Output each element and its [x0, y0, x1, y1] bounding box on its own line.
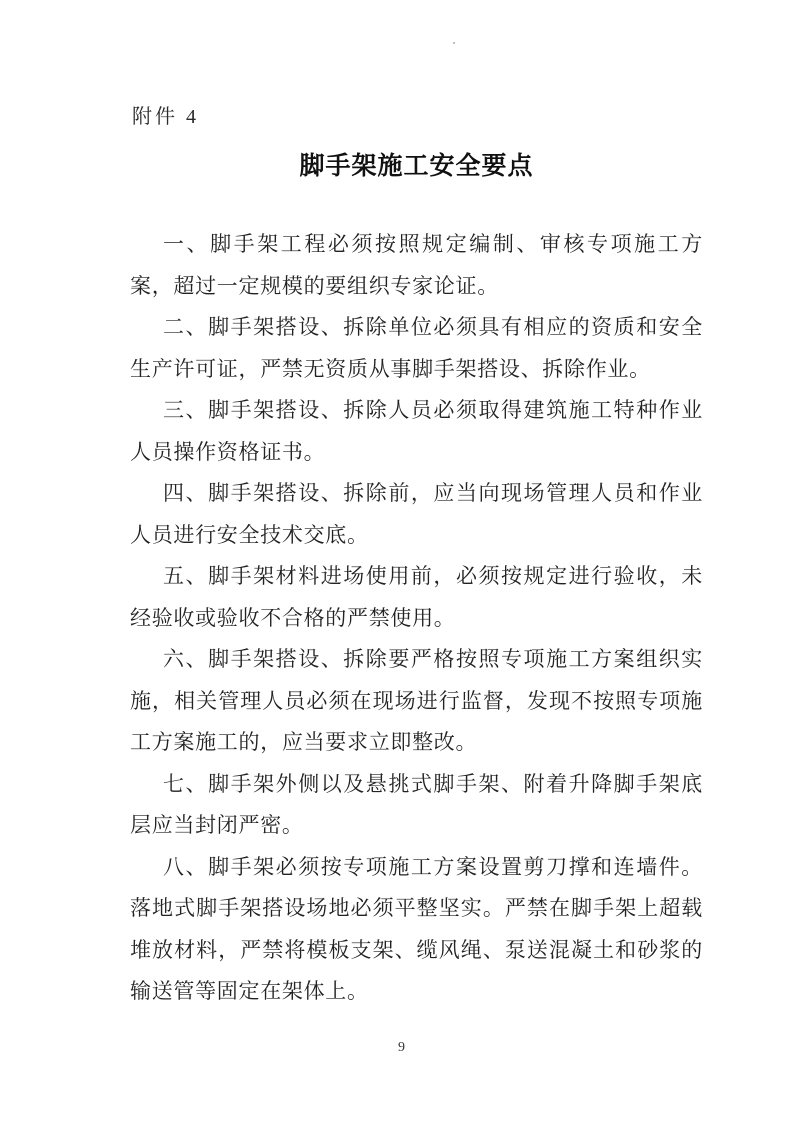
page-title: 脚手架施工安全要点 [299, 153, 534, 180]
paragraph-7: 七、脚手架外侧以及悬挑式脚手架、附着升降脚手架底层应当封闭严密。 [130, 771, 703, 837]
paragraph-3: 三、脚手架搭设、拆除人员必须取得建筑施工特种作业人员操作资格证书。 [130, 398, 703, 464]
attachment-label: 附件 4 [132, 106, 199, 128]
scan-artifact-dot [453, 42, 455, 44]
paragraph-4: 四、脚手架搭设、拆除前，应当向现场管理人员和作业人员进行安全技术交底。 [130, 481, 703, 547]
paragraph-8: 八、脚手架必须按专项施工方案设置剪刀撑和连墙件。落地式脚手架搭设场地必须平整坚实。严禁在脚手架上超载堆放材料，严禁将模板支架、缆风绳、泵送混凝土和砂浆的输送管等固定在架体上。 [130, 854, 703, 1003]
paragraph-6: 六、脚手架搭设、拆除要严格按照专项施工方案组织实施，相关管理人员必须在现场进行监督，发现不按照专项施工方案施工的，应当要求立即整改。 [130, 647, 703, 754]
page-number: 9 [398, 1040, 405, 1055]
paragraph-2: 二、脚手架搭设、拆除单位必须具有相应的资质和安全生产许可证，严禁无资质从事脚手架搭设、拆除作业。 [130, 315, 703, 381]
paragraph-5: 五、脚手架材料进场使用前，必须按规定进行验收，未经验收或验收不合格的严禁使用。 [130, 564, 703, 630]
paragraph-1: 一、脚手架工程必须按照规定编制、审核专项施工方案，超过一定规模的要组织专家论证。 [130, 232, 703, 298]
document-body [130, 224, 703, 1013]
